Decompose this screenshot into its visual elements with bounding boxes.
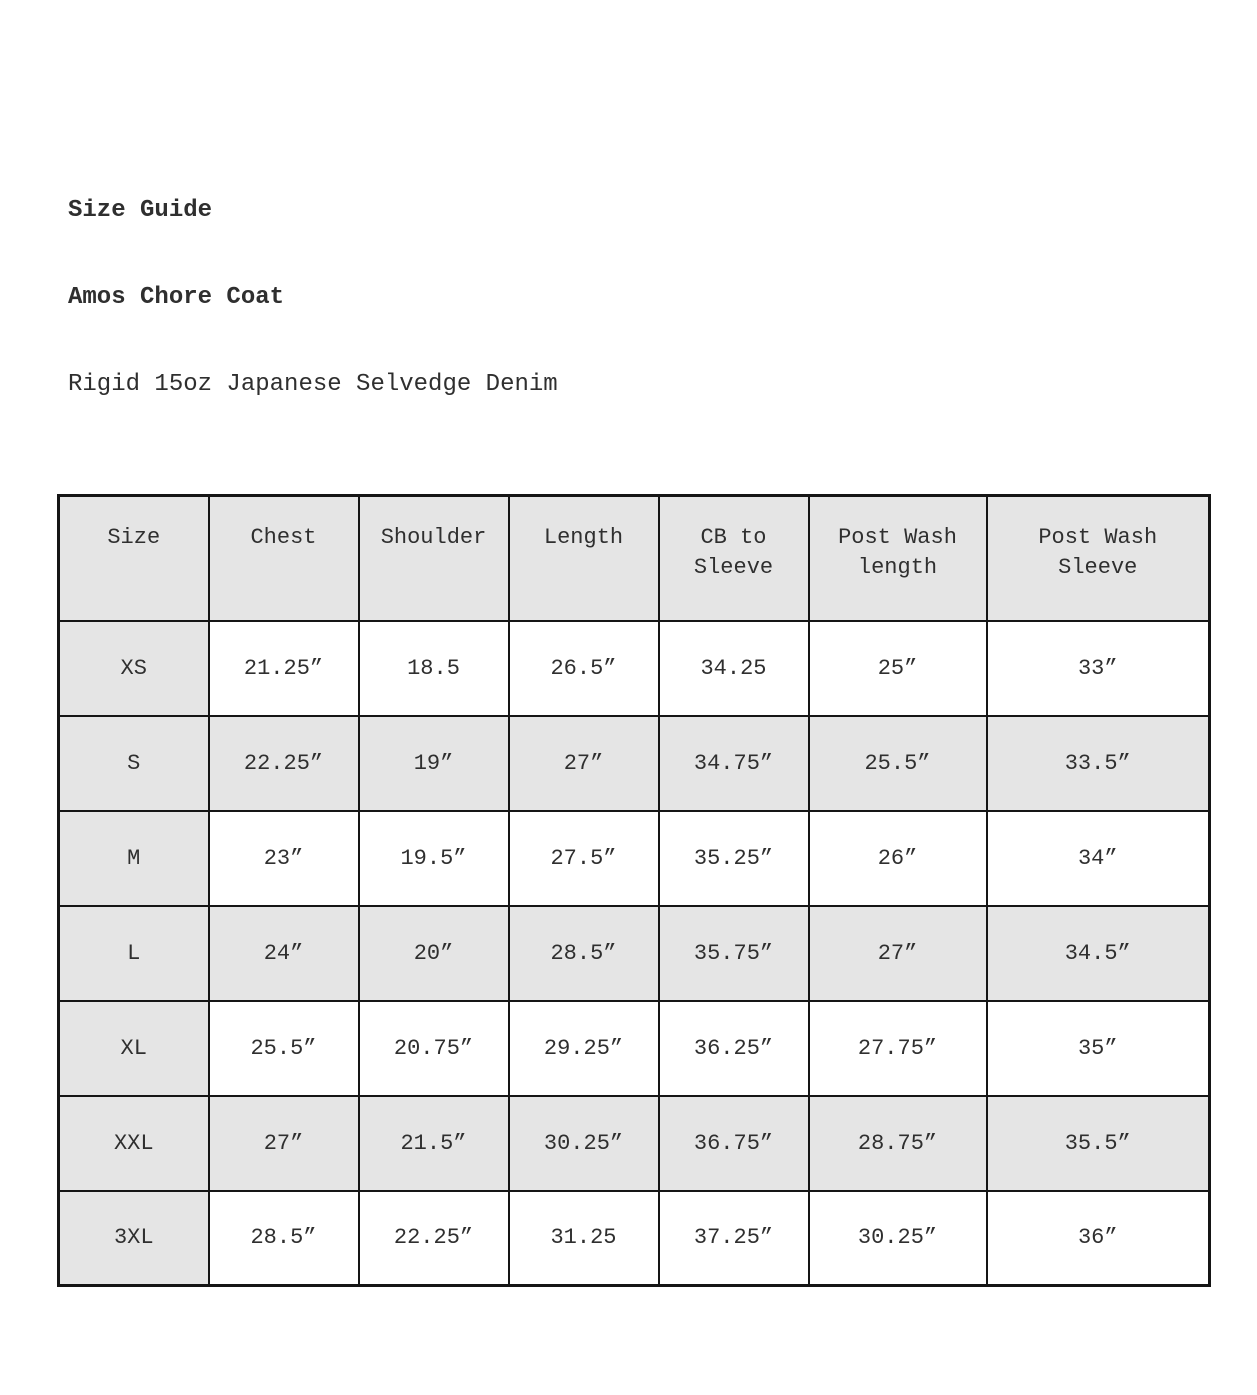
size-cell: L	[59, 906, 209, 1001]
chest-cell: 28.5”	[209, 1191, 359, 1286]
size-cell: XL	[59, 1001, 209, 1096]
table-row-3xl	[59, 1191, 1210, 1286]
column-header-post-wash-sleeve: Post Wash Sleeve	[987, 496, 1210, 621]
post-wash-sleeve-cell: 34”	[987, 811, 1210, 906]
column-header-chest: Chest	[209, 496, 359, 621]
post-wash-sleeve-cell: 33.5”	[987, 716, 1210, 811]
size-guide-page	[0, 138, 1257, 1395]
post-wash-length-cell: 27.75”	[809, 1001, 987, 1096]
table-row-xl	[59, 1001, 1210, 1096]
shoulder-cell: 19.5”	[359, 811, 509, 906]
chest-cell: 25.5”	[209, 1001, 359, 1096]
post-wash-length-cell: 28.75”	[809, 1096, 987, 1191]
shoulder-cell: 21.5”	[359, 1096, 509, 1191]
shoulder-cell: 22.25”	[359, 1191, 509, 1286]
post-wash-length-cell: 26”	[809, 811, 987, 906]
product-name: Amos Chore Coat	[68, 284, 285, 311]
page-title: Size Guide	[68, 197, 213, 224]
table-row-xs	[59, 621, 1210, 716]
cb-to-sleeve-cell: 36.75”	[659, 1096, 809, 1191]
shoulder-cell: 20.75”	[359, 1001, 509, 1096]
post-wash-sleeve-cell: 34.5”	[987, 906, 1210, 1001]
document-header	[68, 138, 1257, 428]
post-wash-length-cell: 27”	[809, 906, 987, 1001]
length-cell: 27”	[509, 716, 659, 811]
column-header-size: Size	[59, 496, 209, 621]
table-row-xxl	[59, 1096, 1210, 1191]
table-row-m	[59, 811, 1210, 906]
size-cell: M	[59, 811, 209, 906]
post-wash-sleeve-cell: 33”	[987, 621, 1210, 716]
cb-to-sleeve-cell: 36.25”	[659, 1001, 809, 1096]
chest-cell: 22.25”	[209, 716, 359, 811]
length-cell: 29.25”	[509, 1001, 659, 1096]
cb-to-sleeve-cell: 34.25	[659, 621, 809, 716]
post-wash-sleeve-cell: 36”	[987, 1191, 1210, 1286]
size-cell: XXL	[59, 1096, 209, 1191]
post-wash-length-cell: 25”	[809, 621, 987, 716]
column-header-cb-to-sleeve: CB to Sleeve	[659, 496, 809, 621]
post-wash-sleeve-cell: 35.5”	[987, 1096, 1210, 1191]
table-row-l	[59, 906, 1210, 1001]
length-cell: 27.5”	[509, 811, 659, 906]
length-cell: 28.5”	[509, 906, 659, 1001]
chest-cell: 27”	[209, 1096, 359, 1191]
length-cell: 31.25	[509, 1191, 659, 1286]
size-cell: 3XL	[59, 1191, 209, 1286]
shoulder-cell: 19”	[359, 716, 509, 811]
column-header-post-wash-length: Post Wash length	[809, 496, 987, 621]
post-wash-length-cell: 25.5”	[809, 716, 987, 811]
length-cell: 30.25”	[509, 1096, 659, 1191]
length-cell: 26.5”	[509, 621, 659, 716]
cb-to-sleeve-cell: 35.75”	[659, 906, 809, 1001]
column-header-shoulder: Shoulder	[359, 496, 509, 621]
table-row-s	[59, 716, 1210, 811]
shoulder-cell: 20”	[359, 906, 509, 1001]
header-row	[59, 496, 1210, 621]
post-wash-length-cell: 30.25”	[809, 1191, 987, 1286]
chest-cell: 24”	[209, 906, 359, 1001]
chest-cell: 23”	[209, 811, 359, 906]
post-wash-sleeve-cell: 35”	[987, 1001, 1210, 1096]
size-guide-table	[57, 494, 1211, 1287]
cb-to-sleeve-cell: 37.25”	[659, 1191, 809, 1286]
chest-cell: 21.25”	[209, 621, 359, 716]
product-material: Rigid 15oz Japanese Selvedge Denim	[68, 371, 558, 398]
cb-to-sleeve-cell: 34.75”	[659, 716, 809, 811]
size-cell: XS	[59, 621, 209, 716]
cb-to-sleeve-cell: 35.25”	[659, 811, 809, 906]
size-cell: S	[59, 716, 209, 811]
shoulder-cell: 18.5	[359, 621, 509, 716]
column-header-length: Length	[509, 496, 659, 621]
